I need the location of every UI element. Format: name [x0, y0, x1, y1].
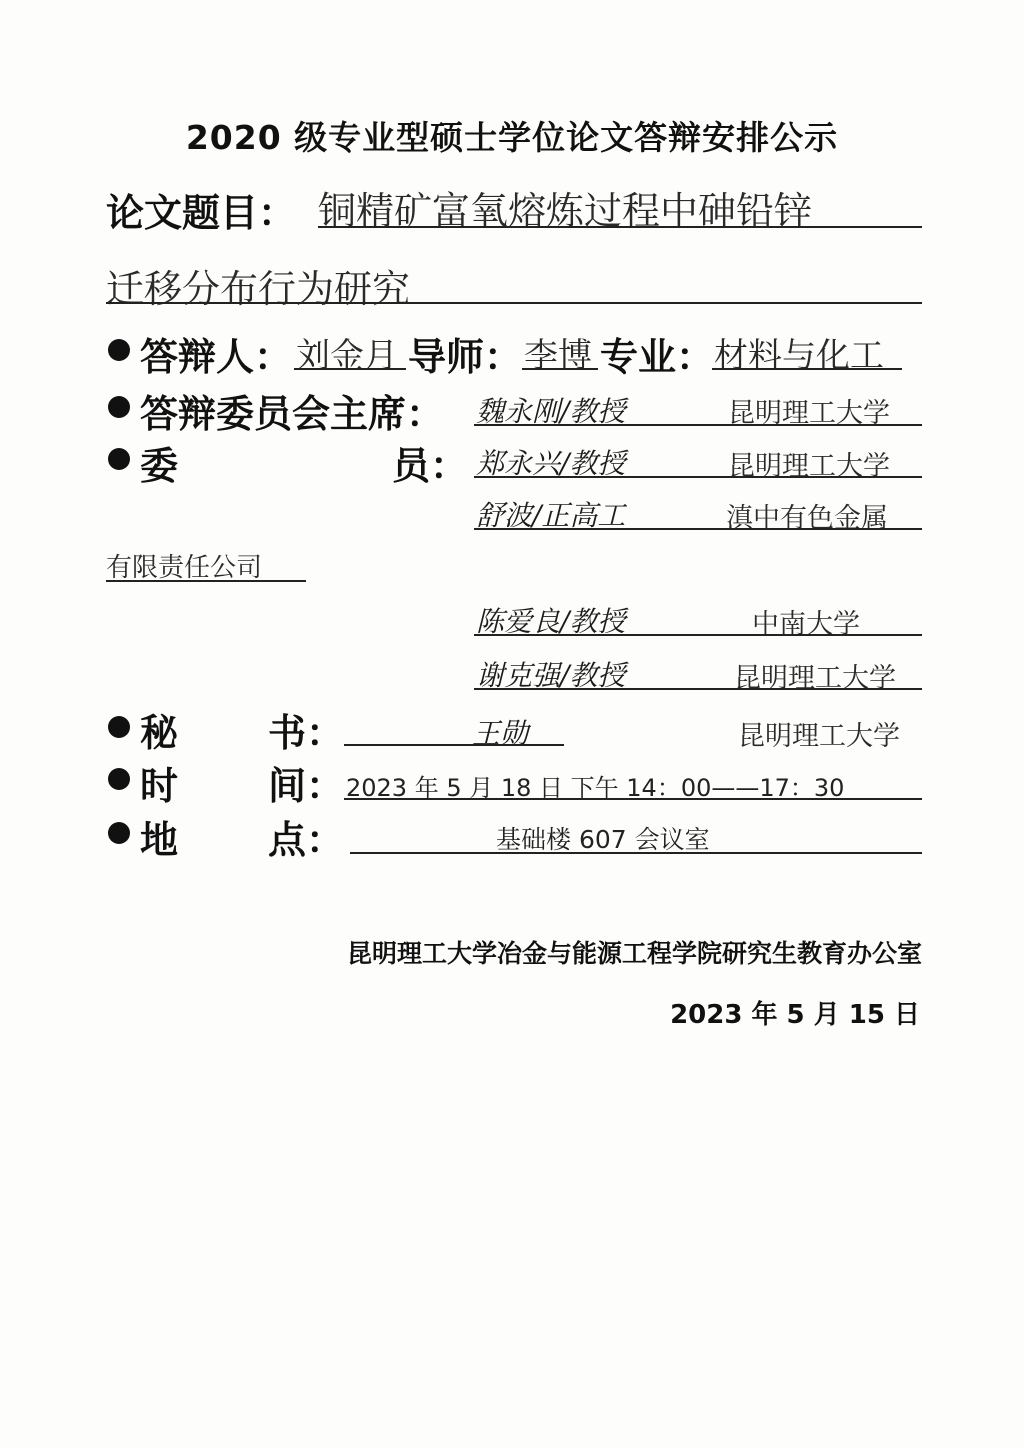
- advisor-label: 导师：: [408, 335, 523, 379]
- secretary-name: 王勋: [472, 717, 529, 750]
- thesis-label: 论文题目：: [106, 191, 297, 235]
- bullet-icon: [108, 448, 130, 470]
- chair-name: 魏永刚/教授: [476, 395, 626, 428]
- thesis-underline-2: [106, 302, 922, 304]
- member-org-continuation: 有限责任公司: [106, 553, 263, 583]
- member-underline: [474, 476, 922, 478]
- time-value: 2023 年 5 月 18 日 下午 14：00——17：30: [346, 774, 845, 802]
- place-label-right: 点：: [268, 818, 345, 862]
- time-label-left: 时: [140, 764, 179, 808]
- member-underline: [474, 528, 922, 530]
- member-name: 舒波/正高工: [476, 499, 626, 532]
- members-label-left: 委: [140, 444, 179, 488]
- place-label-left: 地: [140, 818, 179, 862]
- place-value: 基础楼 607 会议室: [496, 825, 710, 854]
- bullet-icon: [108, 768, 130, 790]
- time-label-right: 间：: [268, 764, 345, 808]
- major-label: 专业：: [600, 335, 715, 379]
- page-title: 2020 级专业型硕士学位论文答辩安排公示: [185, 118, 839, 157]
- defender-label: 答辩人：: [140, 335, 293, 379]
- secretary-underline: [344, 744, 564, 746]
- defender-name: 刘金月: [296, 336, 398, 376]
- issue-date: 2023 年 5 月 15 日: [670, 1000, 920, 1030]
- member-name: 陈爱良/教授: [476, 605, 626, 638]
- bullet-icon: [108, 716, 130, 738]
- major-underline: [712, 368, 902, 370]
- member-org: 中南大学: [752, 609, 860, 640]
- place-underline: [350, 852, 922, 854]
- defender-underline: [294, 368, 406, 370]
- advisor-underline: [522, 368, 598, 370]
- member-org-continuation-underline: [106, 580, 306, 582]
- members-label-right: 员：: [392, 444, 469, 488]
- chair-label: 答辩委员会主席：: [140, 392, 445, 436]
- secretary-label-left: 秘: [140, 711, 179, 755]
- member-name: 郑永兴/教授: [476, 447, 626, 480]
- secretary-label-right: 书：: [268, 711, 345, 755]
- thesis-title-line-1: 铜精矿富氧熔炼过程中砷铅锌: [318, 189, 813, 233]
- bullet-icon: [108, 822, 130, 844]
- secretary-org: 昆明理工大学: [738, 721, 900, 752]
- chair-org: 昆明理工大学: [728, 398, 890, 429]
- issuer: 昆明理工大学冶金与能源工程学院研究生教育办公室: [346, 939, 922, 968]
- bullet-icon: [108, 339, 130, 361]
- member-underline: [474, 688, 922, 690]
- major-name: 材料与化工: [714, 336, 884, 376]
- thesis-title-line-2: 迁移分布行为研究: [106, 267, 411, 311]
- chair-underline: [474, 424, 922, 426]
- member-name: 谢克强/教授: [476, 659, 626, 692]
- bullet-icon: [108, 396, 130, 418]
- member-underline: [474, 634, 922, 636]
- member-org: 昆明理工大学: [734, 663, 896, 694]
- advisor-name: 李博: [524, 336, 592, 376]
- member-org: 滇中有色金属: [726, 503, 888, 534]
- thesis-underline-1: [318, 226, 922, 228]
- member-org: 昆明理工大学: [728, 451, 890, 482]
- time-underline: [344, 798, 922, 800]
